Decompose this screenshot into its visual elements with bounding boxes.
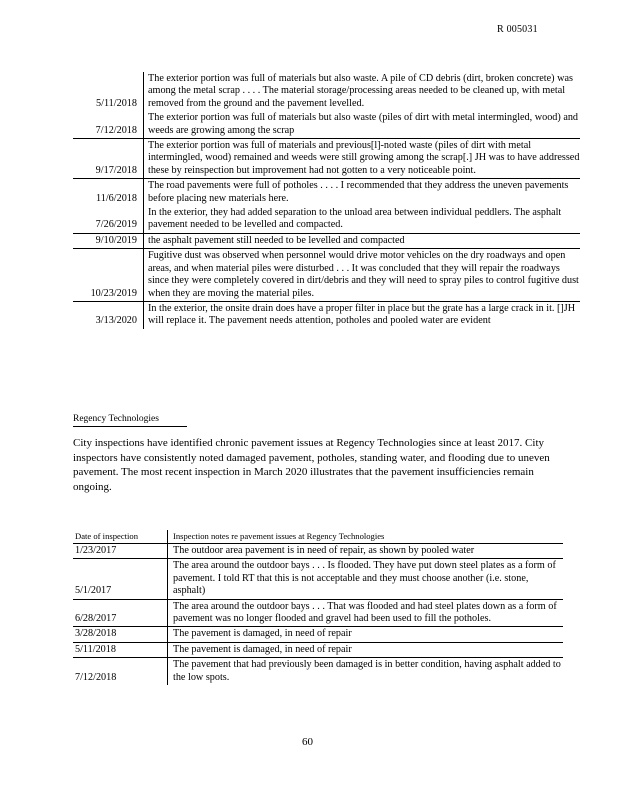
table-row bbox=[73, 599, 563, 627]
inspection-note: In the exterior, they had added separation to the unload area between individual peddlers. The asphalt pavement needed to be levelled and compacted. bbox=[144, 206, 581, 233]
inspection-note: The area around the outdoor bays . . . Is flooded. They have put down steel plates as a form of pavement. I told RT that this is not acceptable and they must choose another (i.e. stone, asphalt) bbox=[168, 559, 564, 599]
table-row bbox=[73, 249, 580, 302]
section-heading: Regency Technologies bbox=[73, 414, 187, 427]
table-row bbox=[73, 139, 580, 179]
inspection-note: Fugitive dust was observed when personnel would drive motor vehicles on the dry roadways and open areas, and when material piles were disturbed . . . It was concluded that they will repair the roadways since they were completely covered in dirt/debris and they will need to spray piles to control fugitive dust when they are moving the material piles. bbox=[144, 249, 581, 302]
inspection-date: 11/6/2018 bbox=[73, 179, 144, 206]
table-row bbox=[73, 627, 563, 642]
section-intro-paragraph: City inspections have identified chronic pavement issues at Regency Technologies since at least 2017. City inspectors have consistently noted damaged pavement, potholes, standing water, and flooding due to uneven pavement. The most recent inspection in March 2020 illustrates that the pavement insufficiencies remain ongoing. bbox=[73, 437, 550, 493]
table-row bbox=[73, 544, 563, 559]
table-row bbox=[73, 111, 580, 138]
inspection-date: 3/13/2020 bbox=[73, 301, 144, 328]
inspection-note: the asphalt pavement still needed to be levelled and compacted bbox=[144, 233, 581, 248]
table-row bbox=[73, 233, 580, 248]
table-row bbox=[73, 206, 580, 233]
table-row bbox=[73, 301, 580, 328]
inspection-date: 3/28/2018 bbox=[73, 627, 168, 642]
inspection-note: The pavement is damaged, in need of repair bbox=[168, 627, 564, 642]
column-header-date: Date of inspection bbox=[73, 530, 168, 544]
page-number: 60 bbox=[302, 736, 313, 748]
column-header-notes: Inspection notes re pavement issues at Regency Technologies bbox=[168, 530, 564, 544]
table-header-row bbox=[73, 530, 563, 544]
inspection-note: The road pavements were full of potholes . . . . I recommended that they address the uneven pavements before placing new materials here. bbox=[148, 180, 569, 204]
inspection-note: The outdoor area pavement is in need of repair, as shown by pooled water bbox=[168, 544, 564, 559]
inspection-date: 5/1/2017 bbox=[73, 559, 168, 599]
inspection-date: 7/12/2018 bbox=[73, 111, 144, 138]
inspection-note: The exterior portion was full of materials and previous[l]-noted waste (piles of dirt with metal intermingled, wood) remained and weeds were still growing among the scrap[.] JH was to have addressed these by reinspection but improvement had not gotten to a very noticeable point. bbox=[144, 139, 581, 179]
table-row bbox=[73, 642, 563, 657]
inspection-date: 7/12/2018 bbox=[73, 658, 168, 685]
inspection-date: 9/10/2019 bbox=[73, 233, 144, 248]
inspection-date: 10/23/2019 bbox=[73, 249, 144, 302]
inspection-date: 1/23/2017 bbox=[73, 544, 168, 559]
inspection-note: The pavement is damaged, in need of repair bbox=[168, 642, 564, 657]
inspection-date: 5/11/2018 bbox=[73, 642, 168, 657]
inspection-date: 6/28/2017 bbox=[73, 599, 168, 627]
regency-pavement-table bbox=[73, 530, 563, 685]
table-row bbox=[73, 72, 580, 111]
table-row bbox=[73, 559, 563, 599]
table-row bbox=[73, 658, 563, 685]
bates-number: R 005031 bbox=[497, 24, 538, 35]
inspection-notes-table-continued bbox=[73, 72, 580, 329]
inspection-note: The exterior portion was full of materials but also waste. A pile of CD debris (dirt, broken concrete) was among the metal scrap . . . . The material storage/processing areas needed to be cleaned up, with metal removed from the ground and the pavement levelled. bbox=[148, 73, 573, 109]
inspection-note: In the exterior, the onsite drain does have a proper filter in place but the grate has a large crack in it. []JH will replace it. The pavement needs attention, potholes and pooled water are evident bbox=[148, 302, 576, 327]
inspection-note: The exterior portion was full of materials but also waste (piles of dirt with metal intermingled, wood) and weeds are growing among the scrap bbox=[144, 111, 581, 138]
inspection-date: 9/17/2018 bbox=[73, 139, 144, 179]
inspection-note: The pavement that had previously been damaged is in better condition, having asphalt added to the low spots. bbox=[173, 659, 561, 683]
inspection-note: The area around the outdoor bays . . . That was flooded and had steel plates down as a form of pavement was no longer flooded and gravel had been used to fill the potholes. bbox=[168, 599, 564, 627]
inspection-date: 7/26/2019 bbox=[73, 206, 144, 233]
table-row bbox=[73, 179, 580, 206]
inspection-date: 5/11/2018 bbox=[73, 72, 144, 111]
